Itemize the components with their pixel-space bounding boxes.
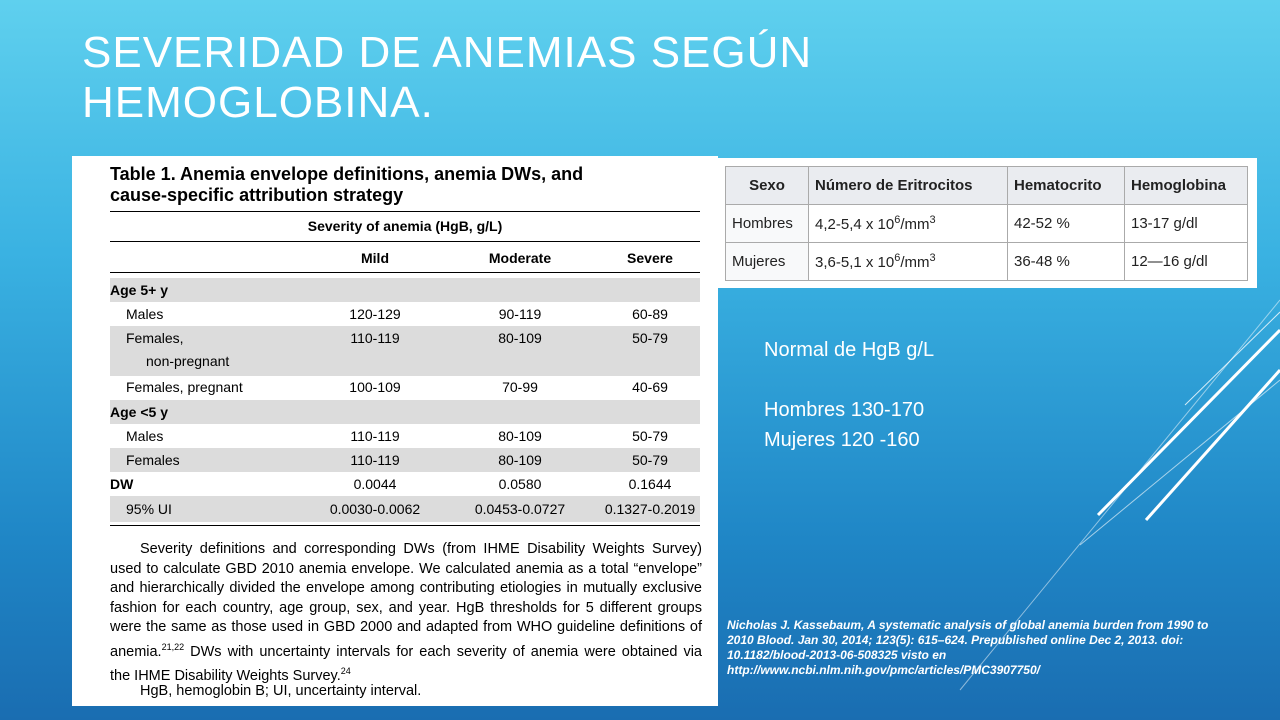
cell: 36-48 % xyxy=(1008,243,1125,281)
col-severe: Severe xyxy=(627,250,673,266)
table-row xyxy=(110,496,700,522)
cell: 0.0030-0.0062 xyxy=(329,501,421,517)
eritro-value: 3,6-5,1 x 10 xyxy=(815,254,895,271)
cell: 90-119 xyxy=(498,306,542,322)
note-ref: 21,22 xyxy=(161,641,185,652)
col-mild: Mild xyxy=(361,250,389,266)
cell: 50-79 xyxy=(632,330,668,346)
group-row xyxy=(110,278,700,302)
row-label: Hombres xyxy=(726,205,809,243)
rule xyxy=(110,211,700,212)
cell: 110-119 xyxy=(350,452,400,468)
title-line-2: HEMOGLOBINA. xyxy=(82,78,434,127)
row-label-cont: non-pregnant xyxy=(146,353,230,369)
cell xyxy=(809,243,1008,281)
exp: 3 xyxy=(929,214,936,226)
table-header-row xyxy=(726,167,1248,205)
th-sexo: Sexo xyxy=(726,167,809,205)
normal-hombres: Hombres 130-170 xyxy=(764,399,925,421)
slide-title xyxy=(82,28,982,128)
exp: 6 xyxy=(894,252,901,264)
caption-line-2: cause-specific attribution strategy xyxy=(110,185,404,205)
group-row xyxy=(110,400,700,424)
col-moderate: Moderate xyxy=(488,250,552,266)
cell: 60-89 xyxy=(632,306,668,322)
exp: 3 xyxy=(929,252,936,264)
row-label: 95% UI xyxy=(126,501,172,517)
normal-values-text xyxy=(764,335,934,455)
row-label: DW xyxy=(110,476,134,492)
table-row xyxy=(110,472,700,496)
cell: 80-109 xyxy=(498,330,542,346)
rule xyxy=(110,272,700,273)
th-hematocrito: Hematocrito xyxy=(1008,167,1125,205)
th-eritrocitos: Número de Eritrocitos xyxy=(809,167,1008,205)
citation-line: 2010 Blood. Jan 30, 2014; 123(5): 615–624. Prepublished online Dec 2, 2013. doi: xyxy=(727,633,1184,647)
note-ref-2: 24 xyxy=(340,666,351,677)
citation xyxy=(727,618,1272,678)
table1-caption xyxy=(110,164,670,206)
eritro-value: 4,2-5,4 x 10 xyxy=(815,216,895,233)
table-row xyxy=(726,205,1248,243)
cell: 80-109 xyxy=(498,452,542,468)
cell: 0.1644 xyxy=(628,476,672,492)
cell: 42-52 % xyxy=(1008,205,1125,243)
table-note xyxy=(110,540,702,687)
anemia-definitions-table-image xyxy=(72,156,718,706)
row-label: Females xyxy=(126,452,180,468)
row-label: Females, pregnant xyxy=(126,379,243,395)
table-row xyxy=(110,302,700,326)
title-line-1: SEVERIDAD DE ANEMIAS SEGÚN xyxy=(82,28,813,77)
cell: 110-119 xyxy=(350,330,400,346)
cell: 70-99 xyxy=(502,379,538,395)
cell: 110-119 xyxy=(350,428,400,444)
cell xyxy=(809,205,1008,243)
cell: 40-69 xyxy=(632,379,668,395)
cell: 80-109 xyxy=(498,428,542,444)
table-row xyxy=(110,424,700,448)
cell: 13-17 g/dl xyxy=(1125,205,1248,243)
group-age-under-5: Age <5 y xyxy=(110,404,168,420)
note-text-2: DWs with uncertainty intervals for each severity of anemia were obtained via the IHME Disability Weights Survey. xyxy=(110,643,702,685)
table-row xyxy=(726,243,1248,281)
reference-values-table xyxy=(725,166,1248,281)
citation-link[interactable]: http://www.ncbi.nlm.nih.gov/pmc/articles/PMC3907750/ xyxy=(727,663,1040,677)
table-row xyxy=(110,326,700,376)
cell: 0.0580 xyxy=(498,476,542,492)
rule xyxy=(110,241,700,242)
cell: 50-79 xyxy=(632,452,668,468)
normal-heading: Normal de HgB g/L xyxy=(764,339,935,361)
unit: /mm xyxy=(900,254,930,271)
cell: 0.0044 xyxy=(353,476,397,492)
exp: 6 xyxy=(894,214,901,226)
th-hemoglobina: Hemoglobina xyxy=(1125,167,1248,205)
column-header-row xyxy=(110,250,700,270)
normal-mujeres: Mujeres 120 -160 xyxy=(764,429,920,451)
cell: 100-109 xyxy=(349,379,401,395)
table-row xyxy=(110,376,700,400)
spacer xyxy=(764,365,934,395)
table-footnote: HgB, hemoglobin B; UI, uncertainty interval. xyxy=(140,683,422,699)
cell: 120-129 xyxy=(349,306,401,322)
reference-values-table-image xyxy=(717,158,1257,288)
rule xyxy=(110,525,700,526)
row-label: Mujeres xyxy=(726,243,809,281)
citation-line: 10.1182/blood-2013-06-508325 visto en xyxy=(727,648,947,662)
row-label: Males xyxy=(126,306,164,322)
row-label: Males xyxy=(126,428,164,444)
cell: 0.1327-0.2019 xyxy=(604,501,696,517)
severity-header: Severity of anemia (HgB, g/L) xyxy=(307,218,503,234)
cell: 50-79 xyxy=(632,428,668,444)
citation-line: Nicholas J. Kassebaum, A systematic analysis of global anemia burden from 1990 to xyxy=(727,618,1209,632)
cell: 0.0453-0.0727 xyxy=(474,501,566,517)
deco-line-4 xyxy=(1080,380,1280,545)
table-row xyxy=(110,448,700,472)
group-age-5plus: Age 5+ y xyxy=(110,282,168,298)
row-label: Females, xyxy=(126,330,184,346)
unit: /mm xyxy=(900,216,930,233)
caption-line-1: Table 1. Anemia envelope definitions, anemia DWs, and xyxy=(110,164,584,184)
deco-line-1 xyxy=(1098,330,1280,515)
note-text: Severity definitions and corresponding DWs (from IHME Disability Weights Survey) used to calculate GBD 2010 anemia envelope. We calculated anemia as a total “envelope” and hierarchically divided the envelope among contributing etiologies in mutually exclusive fashion for each country, age group, sex, and year. HgB thresholds for 5 different groups were the same as those used in GBD 2000 and adapted from WHO guideline definitions of anemia. xyxy=(110,541,702,660)
cell: 12—16 g/dl xyxy=(1125,243,1248,281)
